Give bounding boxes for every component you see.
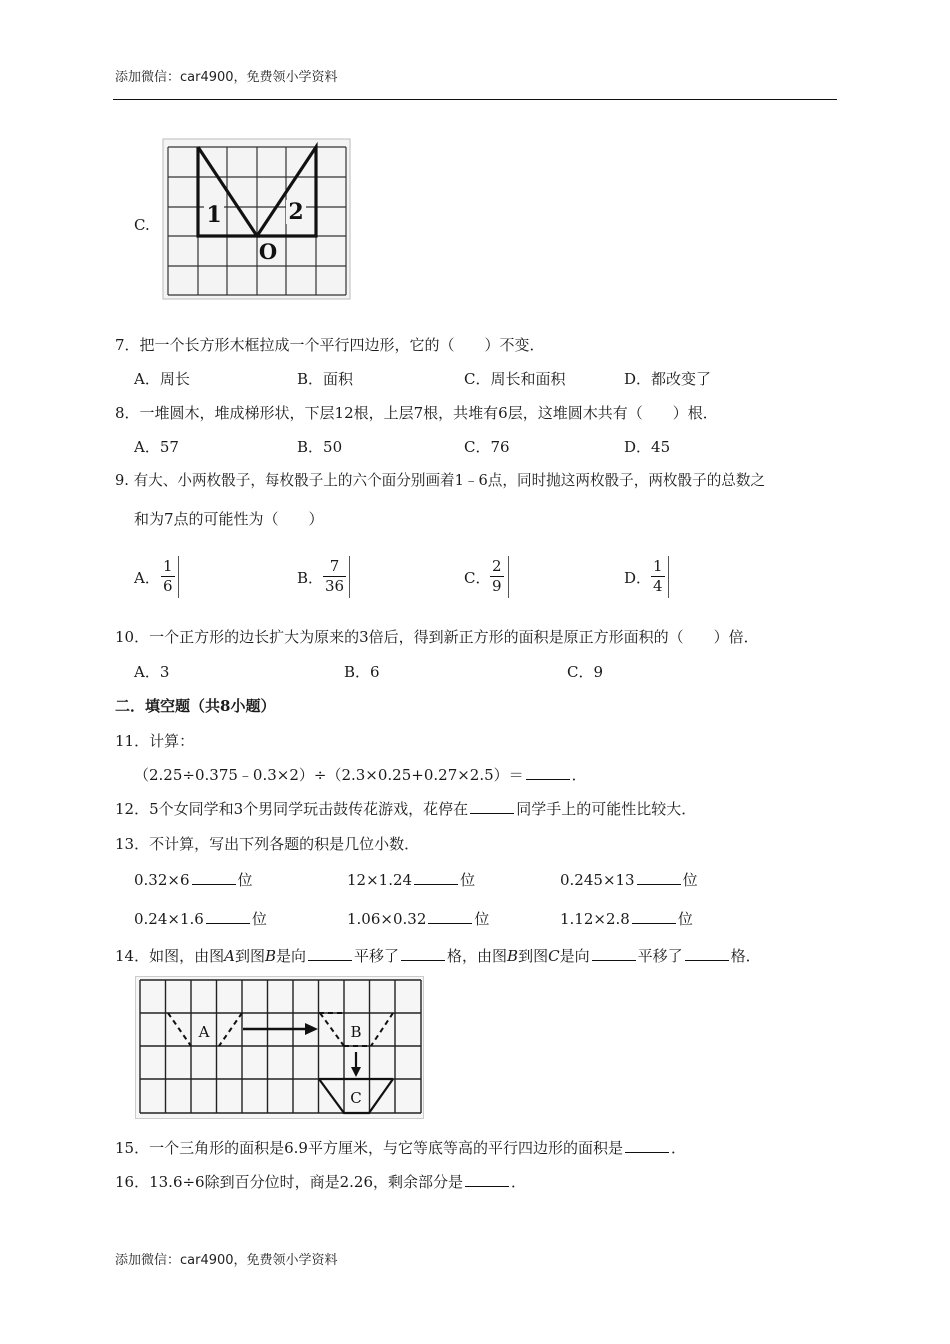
q8-stem: 8．一堆圆木，堆成梯形状，下层12根，上层7根，共堆有6层，这堆圆木共有（ ）根． xyxy=(115,404,718,422)
q9-option-b-label: B． xyxy=(297,569,324,587)
fraction-numerator: 1 xyxy=(163,557,173,575)
fraction-denominator: 9 xyxy=(492,577,502,595)
q10-stem: 10．一个正方形的边长扩大为原来的3倍后，得到新正方形的面积是原正方形面积的（ ）倍． xyxy=(115,628,759,646)
q9-stem-line2: 和为7点的可能性为（ ） xyxy=(134,510,324,528)
shape-b-label: B xyxy=(350,1023,362,1041)
fraction-numerator: 2 xyxy=(492,557,502,575)
q7-option-b: B．面积 xyxy=(297,370,354,388)
q13-answer-blank[interactable] xyxy=(637,870,681,885)
q15-line: 15．一个三角形的面积是6.9平方厘米，与它等底等高的平行四边形的面积是 ． xyxy=(115,1139,686,1157)
q11-answer-blank[interactable] xyxy=(526,765,570,780)
fraction-denominator: 6 xyxy=(163,577,173,595)
shape-2-label: 2 xyxy=(288,199,304,225)
q11-expression-line: （2.25÷0.375﹣0.3×2）÷（2.3×0.25+0.27×2.5）＝ ． xyxy=(134,766,587,784)
q12-answer-blank[interactable] xyxy=(470,799,514,814)
q9-stem-line1: 9. 有大、小两枚骰子，每枚骰子上的六个面分别画着1﹣6点，同时抛这两枚骰子，两枚骰子的总数之 xyxy=(115,472,766,489)
page-header: 添加微信：car4900，免费领小学资料 xyxy=(115,70,338,85)
fraction-denominator: 36 xyxy=(325,577,345,595)
section-2-title: 二．填空题（共8小题） xyxy=(115,697,276,715)
q14-answer-blank[interactable] xyxy=(401,946,445,961)
q7-option-d: D．都改变了 xyxy=(624,370,712,388)
q8-option-a: A．57 xyxy=(134,438,179,456)
q14-answer-blank[interactable] xyxy=(685,946,729,961)
shape-1-label: 1 xyxy=(206,202,222,228)
q9-option-b-fraction xyxy=(323,557,346,596)
q16-line: 16．13.6÷6除到百分位时，商是2.26，剩余部分是 ． xyxy=(115,1173,527,1191)
fraction-numerator: 7 xyxy=(329,557,340,575)
point-o-label: O xyxy=(258,239,278,264)
fraction-denominator: 4 xyxy=(653,577,663,595)
q9-option-a-label: A． xyxy=(134,569,160,587)
q14-translation-figure xyxy=(135,976,425,1120)
q12-line: 12．5个女同学和3个男同学玩击鼓传花游戏，花停在 同学手上的可能性比较大． xyxy=(115,800,697,818)
q13-item: 0.32×6 位 xyxy=(134,871,253,889)
q10-option-b: B．6 xyxy=(344,663,380,681)
page-footer: 添加微信：car4900，免费领小学资料 xyxy=(115,1253,338,1268)
q13-item: 1.06×0.32 位 xyxy=(347,910,490,928)
q9-option-c-label: C． xyxy=(464,569,491,587)
q13-stem: 13．不计算，写出下列各题的积是几位小数． xyxy=(115,835,420,853)
shape-c-label: C xyxy=(350,1089,362,1107)
q13-answer-blank[interactable] xyxy=(192,870,236,885)
q6-grid-figure xyxy=(162,138,352,300)
q7-stem: 7．把一个长方形木框拉成一个平行四边形，它的（ ）不变． xyxy=(115,336,545,354)
q14-answer-blank[interactable] xyxy=(592,946,636,961)
q16-answer-blank[interactable] xyxy=(465,1172,509,1187)
q8-option-d: D．45 xyxy=(624,438,671,456)
q11-stem: 11．计算： xyxy=(115,732,195,750)
q10-option-a: A．3 xyxy=(134,663,170,681)
q13-item: 12×1.24 位 xyxy=(347,871,476,889)
q14-answer-blank[interactable] xyxy=(308,946,352,961)
q14-line: 14．如图，由图A到图B是向 平移了 格，由图B到图C是向 平移了 格． xyxy=(115,947,761,965)
shape-a-label: A xyxy=(198,1023,210,1041)
q13-item: 1.12×2.8 位 xyxy=(560,910,693,928)
q13-answer-blank[interactable] xyxy=(632,909,676,924)
q6-option-c-label: C. xyxy=(134,216,150,234)
q13-answer-blank[interactable] xyxy=(428,909,472,924)
fraction-numerator: 1 xyxy=(653,557,663,575)
q13-item: 0.24×1.6 位 xyxy=(134,910,267,928)
q9-option-a-fraction xyxy=(161,557,175,596)
q13-item: 0.245×13 位 xyxy=(560,871,698,889)
q9-option-d-fraction xyxy=(651,557,665,596)
q8-option-b: B．50 xyxy=(297,438,343,456)
q9-option-d-label: D． xyxy=(624,569,652,587)
q15-answer-blank[interactable] xyxy=(625,1138,669,1153)
q13-answer-blank[interactable] xyxy=(206,909,250,924)
q9-option-c-fraction xyxy=(490,557,504,596)
q8-option-c: C．76 xyxy=(464,438,510,456)
q11-expression: （2.25÷0.375﹣0.3×2）÷（2.3×0.25+0.27×2.5）＝ xyxy=(134,766,524,784)
header-rule xyxy=(113,99,837,100)
q10-option-c: C．9 xyxy=(567,663,604,681)
q13-answer-blank[interactable] xyxy=(414,870,458,885)
q7-option-c: C．周长和面积 xyxy=(464,370,566,388)
q7-option-a: A．周长 xyxy=(134,370,190,388)
